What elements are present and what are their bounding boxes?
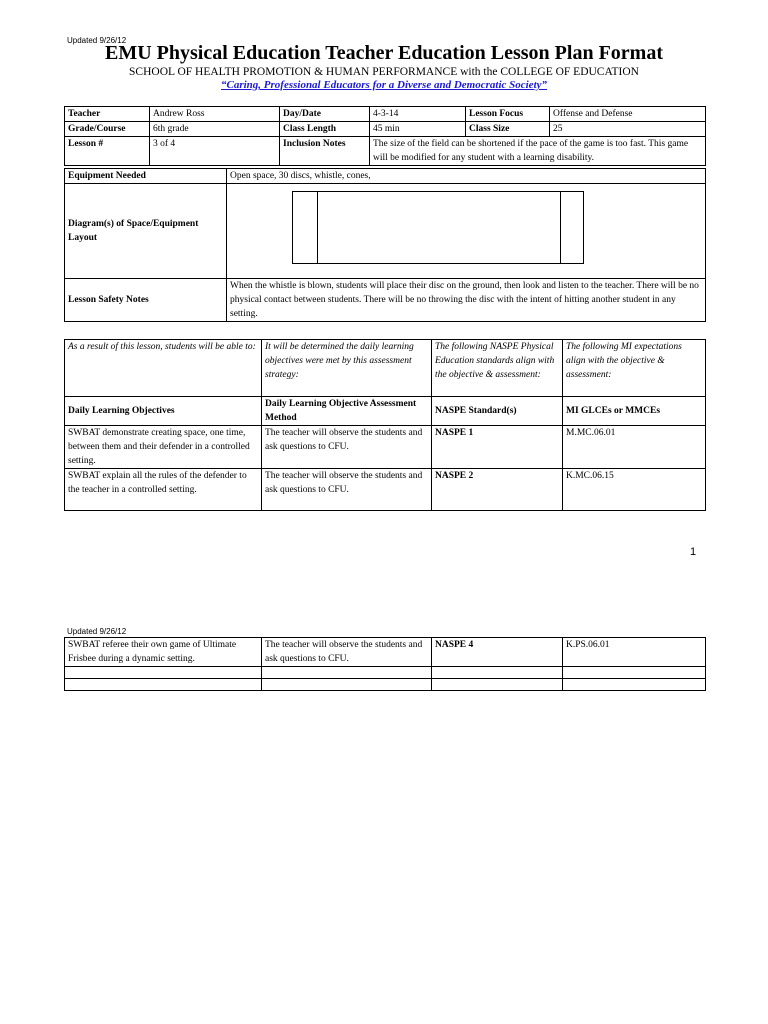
header-assessment: Daily Learning Objective Assessment Method xyxy=(262,397,432,426)
equipment-table xyxy=(64,168,706,322)
empty-cell xyxy=(262,667,432,679)
naspe-cell: NASPE 4 xyxy=(432,638,563,667)
empty-cell xyxy=(262,679,432,691)
table-row xyxy=(65,469,706,511)
header-objectives: Daily Learning Objectives xyxy=(65,397,262,426)
daydate-label: Day/Date xyxy=(280,107,370,122)
naspe-cell: NASPE 1 xyxy=(432,426,563,469)
empty-cell xyxy=(432,667,563,679)
objectives-table xyxy=(64,339,706,511)
safety-label: Lesson Safety Notes xyxy=(65,279,227,322)
objectives-table-continued xyxy=(64,637,706,691)
updated-date-page2: Updated 9/26/12 xyxy=(67,627,127,636)
empty-cell xyxy=(65,667,262,679)
diagram-label: Diagram(s) of Space/Equipment Layout xyxy=(65,184,227,279)
teacher-label: Teacher xyxy=(65,107,150,122)
safety-value: When the whistle is blown, students will place their disc on the ground, then look and listen to the teacher. There will be no physical contact between students. There will be no throwing the disc with the intent of hitting another student in any setting. xyxy=(227,279,706,322)
table-row-empty xyxy=(65,679,706,691)
size-value: 25 xyxy=(550,122,706,137)
endzone-left-line xyxy=(317,192,318,263)
grade-label: Grade/Course xyxy=(65,122,150,137)
grade-value: 6th grade xyxy=(150,122,280,137)
field-diagram xyxy=(292,191,584,264)
empty-cell xyxy=(563,679,706,691)
empty-cell xyxy=(65,679,262,691)
empty-cell xyxy=(432,679,563,691)
header-naspe: NASPE Standard(s) xyxy=(432,397,563,426)
assessment-cell: The teacher will observe the students and ask questions to CFU. xyxy=(262,638,432,667)
table-row xyxy=(65,426,706,469)
objective-cell: SWBAT explain all the rules of the defender to the teacher in a controlled setting. xyxy=(65,469,262,511)
school-subtitle: SCHOOL OF HEALTH PROMOTION & HUMAN PERFORMANCE with the COLLEGE OF EDUCATION xyxy=(129,66,639,78)
inclusion-value: The size of the field can be shortened if the pace of the game is too fast. This game will be modified for any student with a learning disability. xyxy=(370,137,706,166)
intro-assessment: It will be determined the daily learning objectives were met by this assessment strategy: xyxy=(262,340,432,397)
lesson-label: Lesson # xyxy=(65,137,150,166)
objective-cell: SWBAT referee their own game of Ultimate Frisbee during a dynamic setting. xyxy=(65,638,262,667)
length-value: 45 min xyxy=(370,122,466,137)
endzone-right-line xyxy=(560,192,561,263)
equipment-value: Open space, 30 discs, whistle, cones, xyxy=(227,169,706,184)
length-label: Class Length xyxy=(280,122,370,137)
lesson-info-table xyxy=(64,106,706,166)
empty-cell xyxy=(563,667,706,679)
focus-label: Lesson Focus xyxy=(466,107,550,122)
objective-cell: SWBAT demonstrate creating space, one time, between them and their defender in a controlled setting. xyxy=(65,426,262,469)
size-label: Class Size xyxy=(466,122,550,137)
lesson-value: 3 of 4 xyxy=(150,137,280,166)
focus-value: Offense and Defense xyxy=(550,107,706,122)
mi-cell: K.MC.06.15 xyxy=(563,469,706,511)
equipment-label: Equipment Needed xyxy=(65,169,227,184)
mi-cell: M.MC.06.01 xyxy=(563,426,706,469)
inclusion-label: Inclusion Notes xyxy=(280,137,370,166)
intro-mi: The following MI expectations align with the objective & assessment: xyxy=(563,340,706,397)
document-title: EMU Physical Education Teacher Education Lesson Plan Format xyxy=(104,42,663,64)
intro-naspe: The following NASPE Physical Education standards align with the objective & assessment: xyxy=(432,340,563,397)
table-row-empty xyxy=(65,667,706,679)
updated-date: Updated 9/26/12 xyxy=(67,36,127,45)
table-row xyxy=(65,638,706,667)
assessment-cell: The teacher will observe the students and ask questions to CFU. xyxy=(262,469,432,511)
diagram-cell xyxy=(227,184,706,279)
daydate-value: 4-3-14 xyxy=(370,107,466,122)
assessment-cell: The teacher will observe the students and ask questions to CFU. xyxy=(262,426,432,469)
intro-objectives: As a result of this lesson, students will be able to: xyxy=(65,340,262,397)
page-number: 1 xyxy=(690,546,697,558)
naspe-cell: NASPE 2 xyxy=(432,469,563,511)
header-mi: MI GLCEs or MMCEs xyxy=(563,397,706,426)
motto-link[interactable]: “Caring, Professional Educators for a Diverse and Democratic Society” xyxy=(220,79,548,91)
teacher-value: Andrew Ross xyxy=(150,107,280,122)
mi-cell: K.PS.06.01 xyxy=(563,638,706,667)
